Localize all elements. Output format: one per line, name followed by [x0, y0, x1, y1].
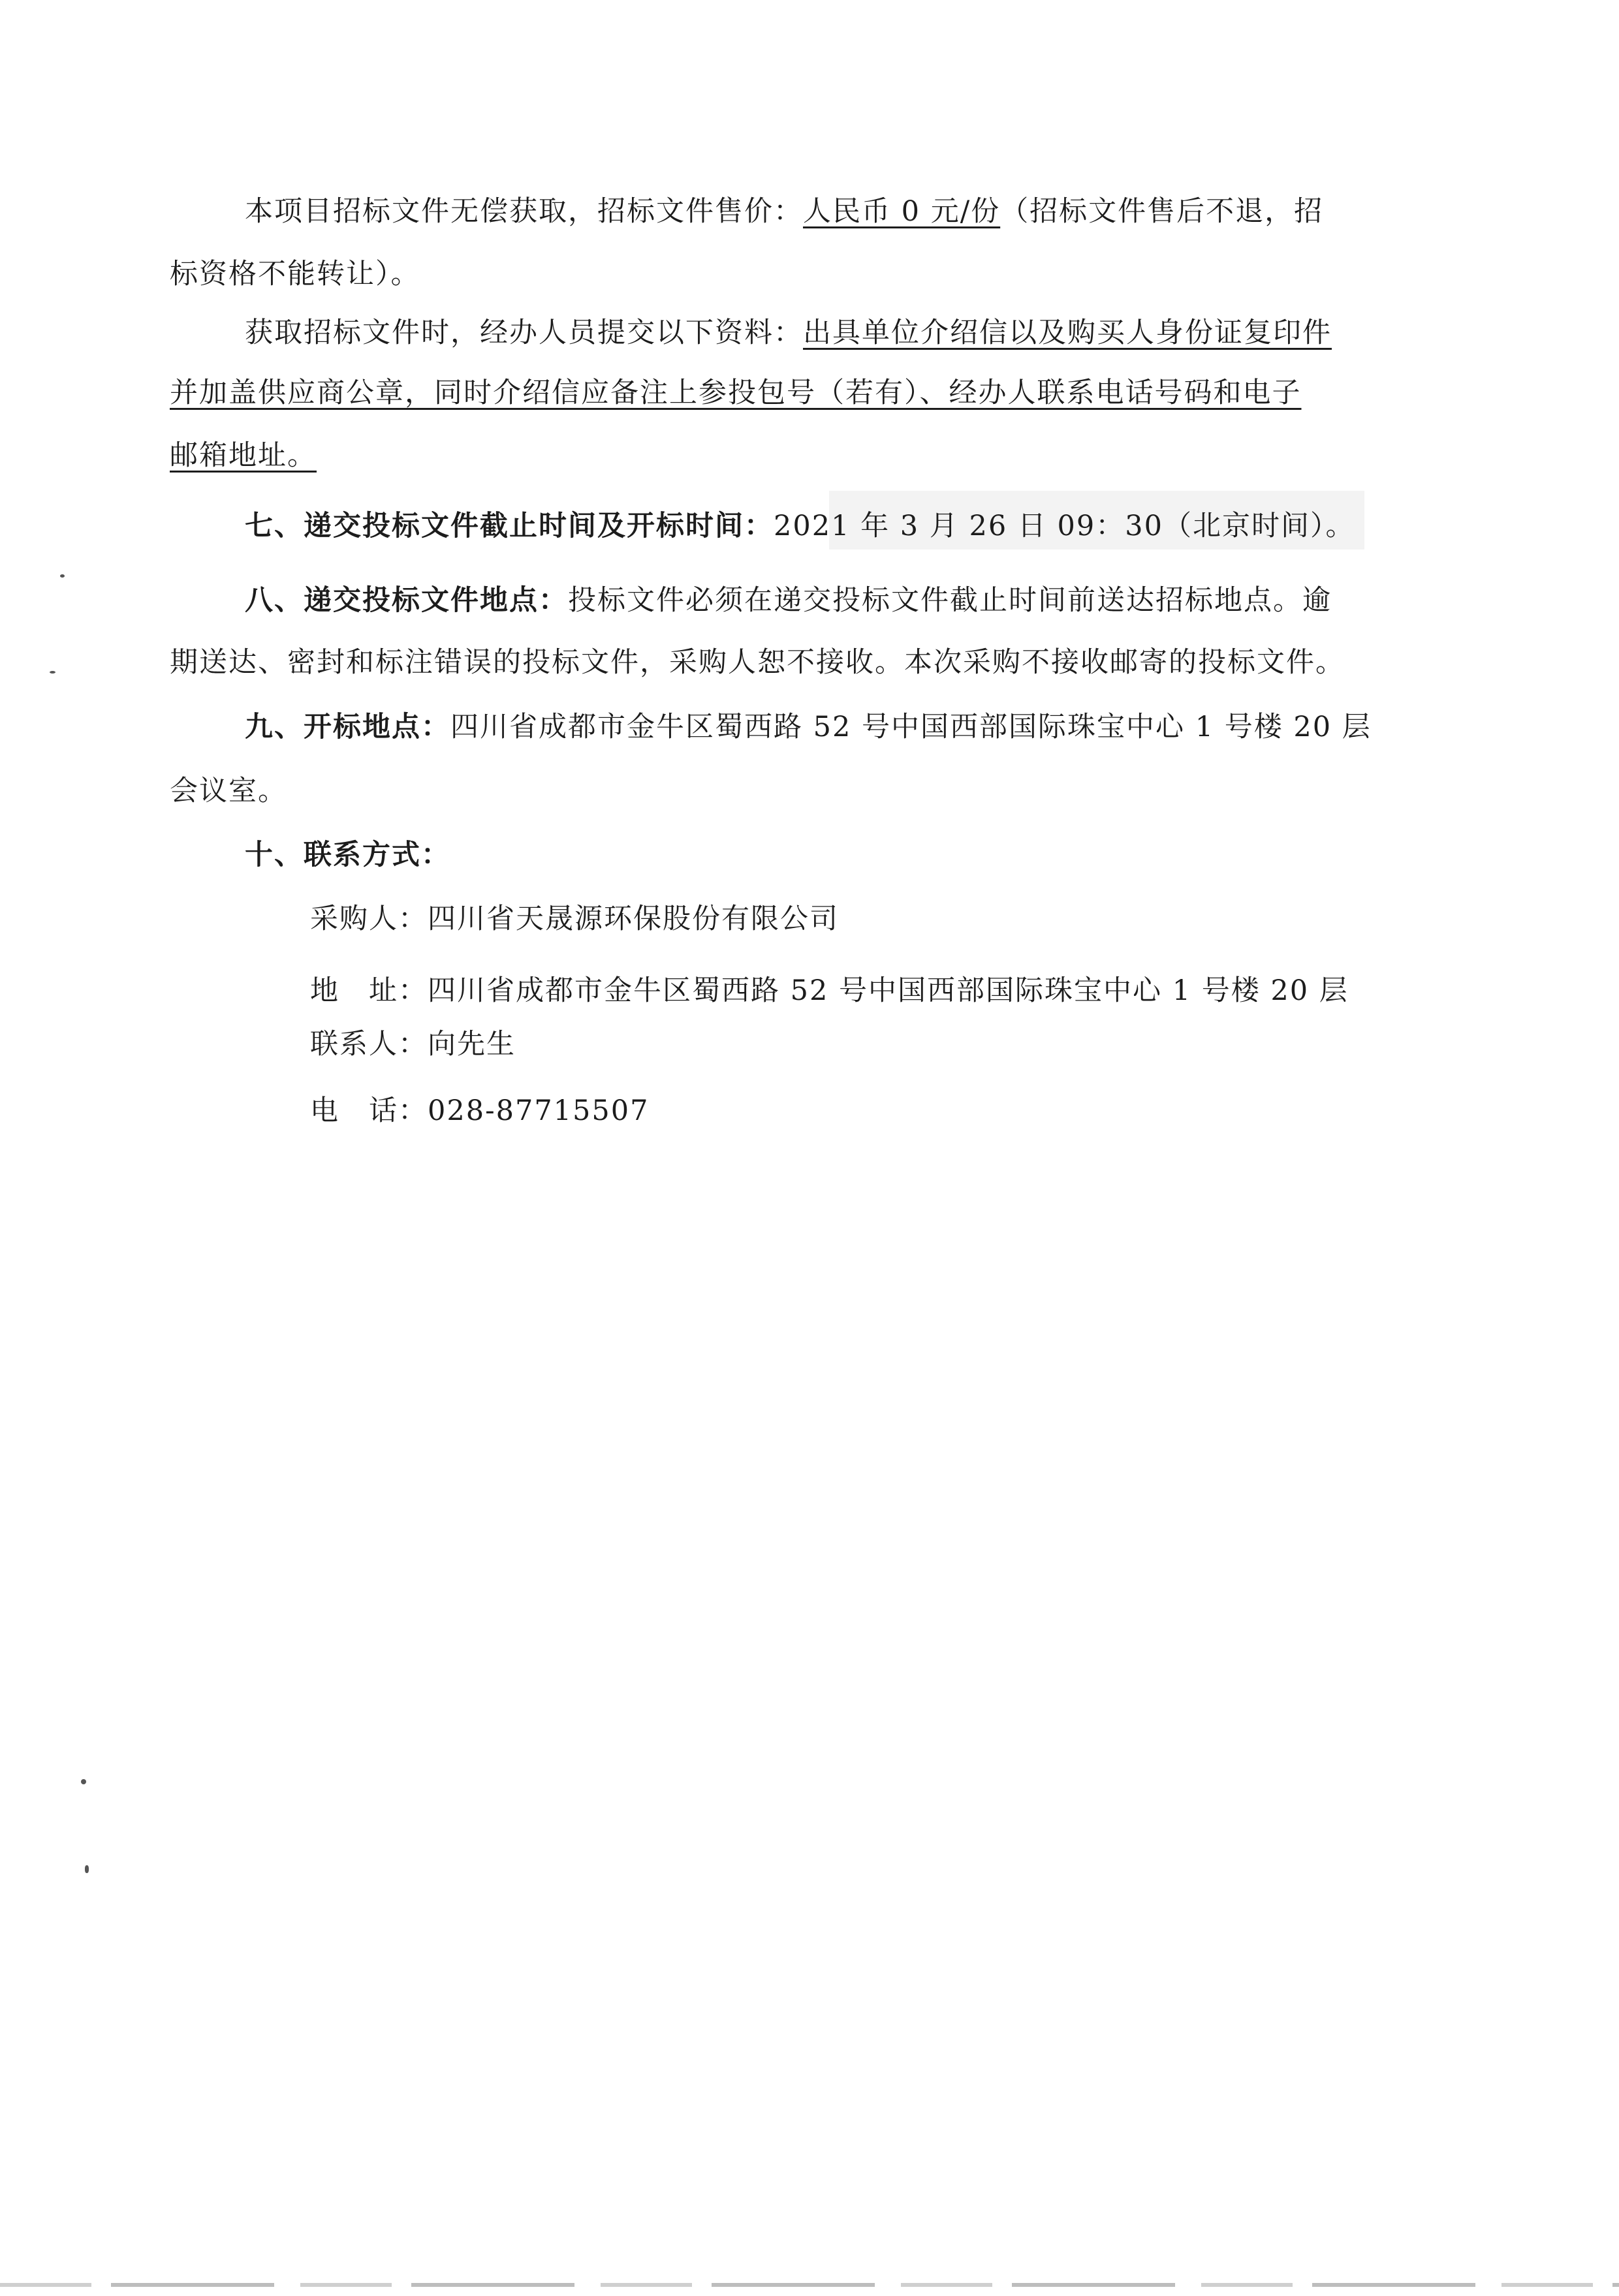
- contact-person-line: 联系人：向先生: [310, 1028, 516, 1061]
- docs-requirements-1: 出具单位介绍信以及购买人身份证复印件: [803, 317, 1332, 349]
- fee-note: （招标文件售后不退，招: [1000, 195, 1324, 228]
- section-9: [245, 707, 1524, 747]
- docs-requirements-2: 并加盖供应商公章，同时介绍信应备注上参投包号（若有）、经办人联系电话号码和电子: [170, 377, 1302, 409]
- fee-line-2: 标资格不能转让）。: [170, 258, 420, 290]
- fee-text: 本项目招标文件无偿获取，招标文件售价：: [245, 195, 803, 228]
- section-8-text: 投标文件必须在递交投标文件截止时间前送达招标地点。逾: [568, 584, 1332, 617]
- section-9-text: 四川省成都市金牛区蜀西路 52 号中国西部国际珠宝中心 1 号楼 20 层: [450, 711, 1372, 743]
- address-line: 地 址：四川省成都市金牛区蜀西路 52 号中国西部国际珠宝中心 1 号楼 20 层: [310, 974, 1349, 1007]
- section-10-label: 十、联系方式：: [245, 839, 450, 871]
- section-7: [245, 506, 1524, 546]
- phone-line: 电 话：028-87715507: [310, 1094, 650, 1127]
- section-8: [245, 581, 1524, 620]
- scan-speck: [81, 1779, 86, 1784]
- scan-speck: [60, 574, 65, 578]
- section-9-line-2: 会议室。: [170, 775, 287, 807]
- fee-line-1: [245, 192, 1524, 231]
- docs-intro: 获取招标文件时，经办人员提交以下资料：: [245, 317, 803, 349]
- fee-price: 人民币 0 元/份: [803, 195, 1001, 228]
- docs-requirements-3: 邮箱地址。: [170, 439, 317, 472]
- section-8-label: 八、递交投标文件地点：: [245, 584, 568, 617]
- purchaser-line: 采购人：四川省天晟源环保股份有限公司: [310, 903, 839, 935]
- scan-speck: [50, 671, 55, 674]
- docs-line-1: [245, 313, 1524, 352]
- section-8-line-2: 期送达、密封和标注错误的投标文件，采购人恕不接收。本次采购不接收邮寄的投标文件。: [170, 646, 1345, 679]
- section-7-value: 2021 年 3 月 26 日 09：30（北京时间）。: [774, 510, 1355, 542]
- scan-edge: [0, 2283, 1619, 2287]
- section-7-label: 七、递交投标文件截止时间及开标时间：: [245, 510, 774, 542]
- section-9-label: 九、开标地点：: [245, 711, 450, 743]
- scan-speck: [85, 1865, 89, 1873]
